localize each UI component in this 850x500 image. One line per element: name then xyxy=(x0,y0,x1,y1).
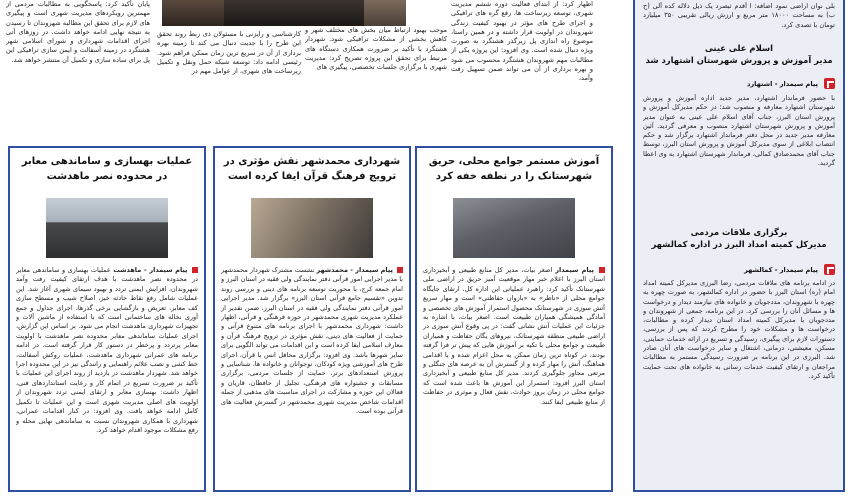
top-photo-right xyxy=(364,0,406,26)
card-photo-firefighter xyxy=(453,198,575,258)
news-card-quran xyxy=(213,146,411,492)
sidebar-intro-text: بلی نوان اراضی نمود اضافه: ا آقدم ثبصرد یک ذیل دلاله کده آلی (ح ب) به مساحت ۱۸۰۰۰ متر مربع و ارزش ریالی تقریبی ۳۵۰ میلیارد تومان با تصدی کرد. xyxy=(643,2,835,29)
news-logo-icon xyxy=(397,267,403,273)
sidebar-body-2 xyxy=(643,279,835,469)
sidebar-body-text: با حضور فرماندار اشتهارد، مدیر جدید اداره آموزش و پرورش شهرستان اشتهارد معارفه و منصوب شد؛ در حکم مدیرکل آموزش و پرورش استان البرز، جناب آقای اسلام علی عینی به عنوان مدیر آموزش و پرورش شهرستان اشتهارد منصوب و معرفی گردید. آئین معارفه مدیر جدید در محل دفتر فرماندار اشتهارد برگزار شد و حکم انتصاب ابلاغی از سوی مدیرکل آموزش و پرورش استان البرز، توسط جناب آقای محمدصادق کمالی، فرماندار شهرستان اشتهارد به وی اعطا گردید. xyxy=(643,94,835,168)
top-article-column-3 xyxy=(305,26,447,128)
top-article-column-4 xyxy=(451,0,593,128)
card-headline: عملیات بهسازی و ساماندهی معابر در محدوده نصر ماهدشت xyxy=(21,156,193,182)
news-card-wildfire xyxy=(415,146,613,492)
top-article-column-2 xyxy=(157,30,301,128)
card-headline: آموزش مستمر جوامع محلی، حریق شهرستانک را در نطفه خفه کرد xyxy=(428,156,600,182)
top-photo-portrait xyxy=(224,0,364,26)
card-text: عملیات بهسازی و ساماندهی معابر در محدوده نصر ماهدشت با هدف ارتقای کیفیت رفت وآمد شهروندان، افزایش ایمنی تردد و بهبود سیمای شهری آغاز شد. این عملیات شامل رفع نقاط حادثه خیز، اصلاح شیب و مسطح سازی کف معابر، تعریض و بازگشایی برخی گذرها، اجرای جداول و جمع آوری نخاله های ساختمانی است که با استفاده از ماشین آلات و تجهیزات شهرداری ماهدشت انجام می شود. بر اساس این گزارش، اجرای عملیات ساماندهی معابر محدوده نصر ماهدشت با اولویت معابر پرتردد و پرخطر در دستور کار قرار گرفته است. در ادامه برنامه های عمرانی شهرداری ماهدشت، عملیات روکش آسفالت، خط کشی و نصب علائم راهنمایی و رانندگی نیز در این محدوده اجرا خواهد شد. شهردار ماهدشت در بازدید از روند اجرای این عملیات با تأکید بر ضرورت تسریع در اتمام کار و رعایت استانداردهای فنی، اظهار داشت: بهسازی معابر و ارتقای ایمنی تردد شهروندان از اولویت های اصلی مدیریت شهری است و این عملیات تا تکمیل کامل ادامه خواهد یافت. وی افزود: در کنار اقدامات عمرانی، شهرداری با همکاری شهروندان نسبت به ساماندهی نهایی محله و رفع مشکلات موجود اقدام خواهد کرد. xyxy=(16,266,198,434)
top-photo-left xyxy=(162,0,224,26)
top-article-column-1 xyxy=(6,0,150,128)
news-logo-icon xyxy=(824,78,835,89)
card-photo-meeting xyxy=(251,198,373,258)
news-logo-icon xyxy=(192,267,198,273)
top-article-text: کارشناسی و رایزنی با مسئولان ذی ربط روند تحقق این طرح را با جدیت دنبال می کند تا زمینه بهره برداری از آن در سریع ترین زمان ممکن فراهم شود. رئیسی ادامه داد: توسعه شبکه حمل ونقل و تکمیل زیرساخت های شهری، از عوامل مهم در xyxy=(157,30,301,76)
sidebar-body-text: در ادامه برنامه های ملاقات مردمی، رضا البرزی مدیرکل کمیته امداد امام (ره) استان البرز با حضور در اداره کمالشهر، به صورت چهره به چهره با شهروندان، مددجویان و خانواده های نیازمند دیدار و درخواست ها و مسائل آنان را بررسی کرد. در این برنامه، جمعی از شهروندان و مددجویان با مدیرکل کمیته امداد استان دیدار کرده و مطالبات، درخواست ها و مشکلات خود را مطرح کردند که پس از بررسی، دستورات لازم برای پیگیری، رسیدگی و تسریع در ارائه خدمات حمایتی، مسکن، معیشتی، درمانی، اشتغال و سایر درخواست های آنان صادر شد. البرزی در این برنامه بر ضرورت رسیدگی مستمر به مطالبات مراجعان و ارتقای کیفیت خدمات رسانی به خانواده های تحت حمایت تأکید کرد. xyxy=(643,279,835,380)
card-byline: پیام سیمدار - ماهدشت xyxy=(113,266,188,274)
top-article-text: اظهار کرد: از ابتدای فعالیت دوره ششم مدیریت شهری، توسعه زیرساخت ها، رفع گره های ترافیکی و اجرای طرح های مؤثر در بهبود کیفیت زندگی شهروندان در اولویت قرار داشته و در همین راستا، موضوع راه اندازی پل زیرگذر هشتگرد به صورت ویژه دنبال شده است. وی افزود: این پروژه یکی از مطالبات مهم شهروندان هشتگرد محسوب می شود و بهره برداری از آن می تواند ضمن تسهیل رفت وآمد، xyxy=(451,0,593,83)
card-byline: پیام سیمدار - محمدشهر xyxy=(316,266,393,274)
card-text: اصغر بیات، مدیر کل منابع طبیعی و آبخیزداری استان البرز با اعلام خبر مهار موقعیت آمیز حریق در اراضی ملی شهرستانک تأکید کرد: راهبرد عملیاتی این اداره کل، ارتقای جایگاه جوامع محلی از «ناظر» به «بازوان حفاظتی» است و مهار سریع آتش سوزی در شهرستانک محصول استمرار آموزش های تخصصی و آمادگی همیشگی همیاران طبیعت است. اصغر بیات، با اشاره به جزئیات این عملیات آتش نشانی گفت: در پی وقوع آتش سوزی در اراضی طبیعی منطقه شهرستانک، نیروهای یگان حفاظت و همیاران طبیعت و جوامع محلی با تکیه بر آموزش هایی که پیش تر فرا گرفته بودند، در کوتاه ترین زمان ممکن به محل اعزام شده و با اقدامی هماهنگ، آتش را مهار کرده و از گسترش آن به عرصه های جنگلی و مرتعی مجاور جلوگیری کردند. مدیر کل منابع طبیعی و آبخیزداری استان البرز افزود: استمرار این آموزش ها باعث شده است که جوامع محلی در زمان بروز حوادث، نقش فعال و موثری در حفاظت از منابع طبیعی ایفا کنند. xyxy=(423,266,605,406)
sidebar-headline-2: مدیرکل کمیته امداد البرز در اداره کمالشهر xyxy=(651,239,827,249)
news-logo-icon xyxy=(824,264,835,275)
top-article-text: پایان تأکید کرد: پاسخگویی به مطالبات مردمی از مهمترین رویکردهای مدیریت شهری است و پیگیری های لازم برای تحقق این مطالبه شهروندان تا رسیدن به نتیجه نهایی ادامه خواهد داشت. در روزهای آتی اجرای اقدامات شهرداری و شورای اسلامی شهر هشتگرد در زمینه آسفالت و ایمن سازی ترافیکی این پل برای ساده سازی و تکمیل آن منتشر خواهد شد. xyxy=(6,0,150,64)
sidebar-section-1-head xyxy=(643,42,835,66)
sidebar-headline-1: مدیر آموزش و پرورش شهرستان اشتهارد شد xyxy=(645,55,833,65)
sidebar-byline-2 xyxy=(643,264,835,275)
top-article-text: موجب بهبود ارتباط میان بخش های مختلف شهر و کاهش بخشی از مشکلات ترافیکی شود. شهردار هشتگرد با تأکید بر ضرورت همکاری دستگاه های مرتبط برای تحقق این پروژه تصریح کرد: مدیریت شهری با برگزاری جلسات تخصصی، پیگیری های xyxy=(305,26,447,72)
sidebar-author-name: اسلام علی عینی xyxy=(704,43,774,53)
sidebar-kicker-2: برگزاری ملاقات مردمی xyxy=(690,227,788,237)
card-byline: پیام سیمدار xyxy=(555,266,594,274)
card-body xyxy=(221,266,403,486)
card-photo-road xyxy=(46,198,168,258)
byline-text: پیام سیمدار - اشتهارد xyxy=(746,79,818,88)
sidebar-body-1 xyxy=(643,94,835,222)
sidebar-byline-1 xyxy=(643,78,835,89)
byline-text: پیام سیمدار - کمالشهر xyxy=(744,265,818,274)
card-body xyxy=(16,266,198,486)
sidebar-news-column xyxy=(633,0,845,492)
card-text: نشست مشترک شهردار محمدشهر با مدیر اجرایی امور قرآنی دفتر نمایندگی ولی فقیه در استان البرز و امام جمعه کرج، با محوریت توسعه برنامه های دینی و بررسی روند تدوین «تقسیم جامع قرآنی استان البرز» برگزار شد. مدیر اجرایی امور قرآنی دفتر نمایندگی ولی فقیه در استان البرز، ضمن تقدیر از عملکرد مدیریت شهری محمدشهر در حوزه فرهنگی و قرآنی، اظهار داشت: شهرداری محمدشهر با اجرای برنامه های متنوع قرآنی و حمایت از فعالیت های دینی، نقش مؤثری در ترویج فرهنگ قرآن و معارف اسلامی ایفا کرده است و این اقدامات می تواند الگویی برای سایر شهرها باشد. وی افزود: برگزاری محافل انس با قرآن، اجرای طرح های آموزشی ویژه کودکان، نوجوانان و خانواده ها، شناسایی و پرورش استعدادهای برتر، حمایت از جلسات مردمی، برگزاری مسابقات و جشنواره های فرهنگی، تجلیل از حافظان، قاریان و فعالان این حوزه و مشارکت در اجرای مناسبت های مذهبی از جمله اقدامات شاخص مدیریت شهری محمدشهر در گسترش فعالیت های قرآنی بوده است. xyxy=(221,266,403,416)
card-headline: شهرداری محمدشهر نقش مؤثری در ترویج فرهنگ قرآن ایفا کرده است xyxy=(223,156,401,182)
sidebar-intro xyxy=(643,2,835,40)
sidebar-section-2-head xyxy=(643,226,835,250)
card-body xyxy=(423,266,605,486)
news-card-roads xyxy=(8,146,206,492)
news-logo-icon xyxy=(599,267,605,273)
